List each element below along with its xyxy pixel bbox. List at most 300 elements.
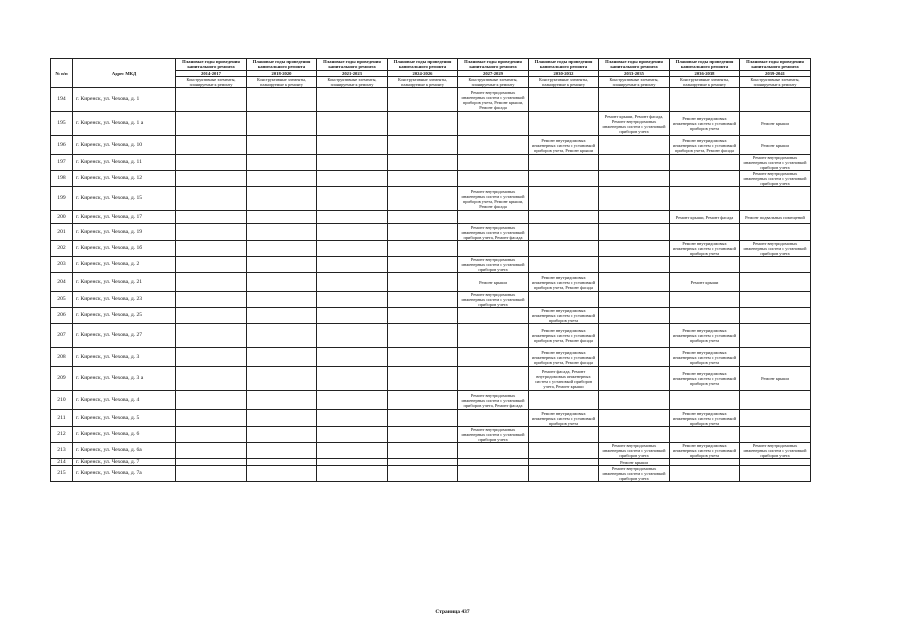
repair-cell <box>599 292 670 308</box>
repair-cell <box>317 224 388 241</box>
repair-cell <box>388 348 458 367</box>
table-row <box>51 443 811 459</box>
repair-cell <box>317 391 388 410</box>
row-number: 197 <box>51 155 73 171</box>
repair-cell <box>247 241 317 257</box>
repair-cell <box>176 410 247 427</box>
repair-cell <box>599 308 670 324</box>
table-row <box>51 171 811 187</box>
repair-cell <box>317 273 388 292</box>
repair-cell <box>529 211 599 224</box>
row-number: 211 <box>51 410 73 427</box>
repair-cell <box>740 187 811 211</box>
header-period-col <box>247 59 317 88</box>
repair-cell: Ремонт внутридомовых инженерных систем с установкой приборов учета <box>670 324 740 348</box>
row-number: 208 <box>51 348 73 367</box>
row-address: г. Киренск, ул. Чехова, д. 6а <box>73 443 176 459</box>
repair-cell <box>388 443 458 459</box>
repair-cell: Ремонт внутридомовых инженерных систем с установкой приборов учета <box>740 155 811 171</box>
header-title: Плановые годы проведения капитального ремонта <box>675 59 734 69</box>
header-title: Плановые годы проведения капитального ремонта <box>464 59 522 69</box>
repair-cell <box>388 88 458 112</box>
repair-cell <box>176 427 247 443</box>
repair-cell <box>529 443 599 459</box>
repair-cell <box>388 224 458 241</box>
row-address: г. Киренск, ул. Чехова, д. 7 <box>73 459 176 466</box>
header-period-col <box>670 59 740 88</box>
repair-cell <box>176 324 247 348</box>
repair-cell <box>317 155 388 171</box>
row-address: г. Киренск, ул. Чехова, д. 12 <box>73 171 176 187</box>
repair-cell: Ремонт внутридомовых инженерных систем с установкой приборов учета <box>670 367 740 391</box>
repair-cell <box>176 241 247 257</box>
row-number: 209 <box>51 367 73 391</box>
header-period: 2027-2029 <box>458 70 528 77</box>
table-row <box>51 459 811 466</box>
repair-cell: Ремонт крыши <box>740 367 811 391</box>
header-title: Плановые годы проведения капитального ремонта <box>746 59 804 69</box>
repair-cell: Ремонт внутридомовых инженерных систем с установкой приборов учета <box>599 443 670 459</box>
repair-cell <box>740 273 811 292</box>
row-number: 199 <box>51 187 73 211</box>
header-period-col <box>529 59 599 88</box>
repair-cell <box>247 292 317 308</box>
repair-cell <box>247 136 317 155</box>
repair-cell <box>670 391 740 410</box>
repair-cell <box>317 459 388 466</box>
header-address: Адрес МКД <box>73 59 176 88</box>
repair-cell <box>317 466 388 482</box>
repair-cell <box>317 257 388 273</box>
repair-cell <box>529 459 599 466</box>
row-number: 212 <box>51 427 73 443</box>
row-number: 210 <box>51 391 73 410</box>
repair-cell <box>458 112 529 136</box>
repair-cell <box>247 443 317 459</box>
repair-cell <box>670 466 740 482</box>
repair-cell <box>176 348 247 367</box>
header-sub: Конструктивные элементы, планируемые к ремонту <box>468 77 518 87</box>
repair-cell <box>740 410 811 427</box>
repair-cell <box>599 136 670 155</box>
header-title: Плановые годы проведения капитального ремонта <box>252 59 311 69</box>
repair-cell: Ремонт внутридомовых инженерных систем с установкой приборов учета <box>670 410 740 427</box>
header-sub: Конструктивные элементы, планируемые к ремонту <box>398 77 447 87</box>
table-row <box>51 136 811 155</box>
row-number: 201 <box>51 224 73 241</box>
header-sub: Конструктивные элементы, планируемые к ремонту <box>186 77 236 87</box>
repair-cell <box>458 136 529 155</box>
repair-cell <box>388 112 458 136</box>
repair-cell <box>388 308 458 324</box>
row-number: 196 <box>51 136 73 155</box>
row-number: 205 <box>51 292 73 308</box>
row-address: г. Киренск, ул. Чехова, д. 19 <box>73 224 176 241</box>
repair-cell <box>176 292 247 308</box>
row-number: 204 <box>51 273 73 292</box>
repair-cell <box>740 427 811 443</box>
repair-cell <box>740 348 811 367</box>
repair-cell <box>599 273 670 292</box>
repair-cell <box>176 257 247 273</box>
repair-cell <box>529 224 599 241</box>
repair-cell <box>458 410 529 427</box>
repair-cell <box>458 155 529 171</box>
repair-cell <box>247 427 317 443</box>
header-sub: Конструктивные элементы, планируемые к ремонту <box>539 77 588 87</box>
repair-cell <box>388 459 458 466</box>
repair-cell: Ремонт внутридомовых инженерных систем с установкой приборов учета <box>740 241 811 257</box>
row-number: 202 <box>51 241 73 257</box>
row-number: 198 <box>51 171 73 187</box>
row-address: г. Киренск, ул. Чехова, д. 11 <box>73 155 176 171</box>
repair-cell <box>176 367 247 391</box>
header-period-col <box>317 59 388 88</box>
repair-cell <box>458 367 529 391</box>
repair-cell <box>740 324 811 348</box>
repair-cell: Ремонт внутридомовых инженерных систем с установкой приборов учета, Ремонт крыши, Ремонт фасада <box>458 187 529 211</box>
repair-cell <box>670 224 740 241</box>
row-address: г. Киренск, ул. Чехова, д. 23 <box>73 292 176 308</box>
table-row <box>51 112 811 136</box>
repair-cell <box>176 443 247 459</box>
row-address: г. Киренск, ул. Чехова, д. 25 <box>73 308 176 324</box>
repair-cell <box>529 112 599 136</box>
repair-cell <box>599 391 670 410</box>
repair-cell: Ремонт внутридомовых инженерных систем с установкой приборов учета <box>458 292 529 308</box>
table-row <box>51 241 811 257</box>
repair-cell <box>599 224 670 241</box>
repair-cell <box>247 348 317 367</box>
table-row <box>51 257 811 273</box>
repair-cell <box>529 466 599 482</box>
repair-cell <box>247 308 317 324</box>
row-number: 194 <box>51 88 73 112</box>
repair-cell <box>740 459 811 466</box>
repair-cell <box>670 187 740 211</box>
row-address: г. Киренск, ул. Чехова, д. 3 <box>73 348 176 367</box>
row-address: г. Киренск, ул. Чехова, д. 1 а <box>73 112 176 136</box>
table-row <box>51 391 811 410</box>
repair-cell <box>247 459 317 466</box>
row-number: 206 <box>51 308 73 324</box>
table-body <box>51 88 811 482</box>
header-period: 2030-2032 <box>529 70 598 77</box>
repair-cell <box>317 136 388 155</box>
repair-cell <box>599 187 670 211</box>
repair-cell: Ремонт фасада, Ремонт внутридомовых инженерных систем с установкой приборов учета, Ремонт крыши <box>529 367 599 391</box>
repair-cell: Ремонт крыши, Ремонт фасада <box>670 211 740 224</box>
repair-cell <box>247 155 317 171</box>
repair-cell <box>317 348 388 367</box>
header-sub: Конструктивные элементы, планируемые к ремонту <box>327 77 377 87</box>
row-number: 207 <box>51 324 73 348</box>
row-number: 200 <box>51 211 73 224</box>
table-row <box>51 466 811 482</box>
repair-cell <box>247 273 317 292</box>
repair-cell <box>529 187 599 211</box>
repair-cell <box>388 155 458 171</box>
repair-cell <box>317 443 388 459</box>
repair-cell <box>458 443 529 459</box>
row-address: г. Киренск, ул. Чехова, д. 1б <box>73 241 176 257</box>
repair-cell <box>458 324 529 348</box>
repair-cell <box>599 367 670 391</box>
repair-cell <box>529 292 599 308</box>
row-address: г. Киренск, ул. Чехова, д. 5 <box>73 410 176 427</box>
repair-cell <box>529 391 599 410</box>
table-row <box>51 292 811 308</box>
repair-cell <box>317 367 388 391</box>
row-address: г. Киренск, ул. Чехова, д. 6 <box>73 427 176 443</box>
repair-cell <box>670 171 740 187</box>
repair-cell <box>599 410 670 427</box>
repair-cell <box>670 308 740 324</box>
row-address: г. Киренск, ул. Чехова, д. 7а <box>73 466 176 482</box>
repair-cell <box>599 427 670 443</box>
repair-cell <box>388 273 458 292</box>
repair-cell <box>176 187 247 211</box>
table-header-row <box>51 59 811 88</box>
header-title: Плановые годы проведения капитального ремонта <box>393 59 452 69</box>
header-period: 2033-2035 <box>599 70 669 77</box>
repair-cell: Ремонт внутридомовых инженерных систем с установкой приборов учета, Ремонт фасада <box>458 224 529 241</box>
repair-cell <box>458 241 529 257</box>
repair-cell <box>247 410 317 427</box>
repair-cell <box>458 171 529 187</box>
row-number: 213 <box>51 443 73 459</box>
repair-cell <box>670 459 740 466</box>
header-period-col <box>599 59 670 88</box>
repair-schedule-table <box>50 58 811 482</box>
header-period: 2014-2017 <box>176 70 246 77</box>
repair-cell <box>317 241 388 257</box>
repair-cell <box>388 171 458 187</box>
repair-cell <box>458 308 529 324</box>
repair-cell: Ремонт подвальных помещений <box>740 211 811 224</box>
repair-cell: Ремонт внутридомовых инженерных систем с установкой приборов учета <box>670 241 740 257</box>
repair-cell <box>247 187 317 211</box>
repair-cell <box>740 466 811 482</box>
repair-cell <box>317 292 388 308</box>
repair-cell <box>388 136 458 155</box>
repair-cell <box>247 171 317 187</box>
repair-cell <box>458 348 529 367</box>
repair-cell <box>388 410 458 427</box>
row-number: 214 <box>51 459 73 466</box>
table-row <box>51 367 811 391</box>
repair-cell <box>388 427 458 443</box>
repair-cell: Ремонт внутридомовых инженерных систем с установкой приборов учета <box>740 171 811 187</box>
header-period-col <box>740 59 811 88</box>
table-row <box>51 348 811 367</box>
repair-cell <box>317 308 388 324</box>
repair-cell <box>670 88 740 112</box>
repair-cell <box>388 257 458 273</box>
table-row <box>51 308 811 324</box>
repair-cell: Ремонт крыши <box>599 459 670 466</box>
row-number: 215 <box>51 466 73 482</box>
repair-cell <box>599 88 670 112</box>
repair-cell <box>317 427 388 443</box>
repair-cell <box>176 391 247 410</box>
repair-cell <box>317 112 388 136</box>
repair-cell <box>740 257 811 273</box>
repair-cell: Ремонт внутридомовых инженерных систем с установкой приборов учета, Ремонт фасада <box>529 324 599 348</box>
table-row <box>51 155 811 171</box>
repair-cell <box>247 224 317 241</box>
table-row <box>51 273 811 292</box>
repair-cell <box>176 224 247 241</box>
repair-cell <box>599 211 670 224</box>
repair-cell <box>388 292 458 308</box>
header-title: Плановые годы проведения капитального ремонта <box>605 59 663 69</box>
row-address: г. Киренск, ул. Чехова, д. 3 а <box>73 367 176 391</box>
repair-cell <box>529 171 599 187</box>
repair-cell <box>176 211 247 224</box>
repair-cell <box>388 391 458 410</box>
repair-cell <box>740 292 811 308</box>
repair-cell <box>529 241 599 257</box>
repair-cell <box>247 211 317 224</box>
header-sub: Конструктивные элементы, планируемые к ремонту <box>680 77 729 87</box>
header-period: 2021-2023 <box>317 70 387 77</box>
repair-cell: Ремонт крыши <box>458 273 529 292</box>
repair-cell: Ремонт внутридомовых инженерных систем с установкой приборов учета, Ремонт крыши, Ремонт фасада <box>458 88 529 112</box>
header-period: 2036-2038 <box>670 70 739 77</box>
repair-cell: Ремонт внутридомовых инженерных систем с установкой приборов учета, Ремонт фасада <box>529 348 599 367</box>
repair-cell <box>599 171 670 187</box>
page-number: Страница 437 <box>435 609 470 615</box>
repair-cell <box>599 241 670 257</box>
repair-cell <box>740 308 811 324</box>
row-number: 195 <box>51 112 73 136</box>
header-period: 2039-2041 <box>740 70 810 77</box>
repair-cell <box>529 257 599 273</box>
repair-cell <box>388 466 458 482</box>
repair-cell <box>670 257 740 273</box>
repair-cell <box>247 112 317 136</box>
repair-cell: Ремонт внутридомовых инженерных систем с установкой приборов учета <box>599 466 670 482</box>
repair-cell <box>599 257 670 273</box>
repair-cell: Ремонт внутридомовых инженерных систем с установкой приборов учета <box>670 443 740 459</box>
row-address: г. Киренск, ул. Чехова, д. 17 <box>73 211 176 224</box>
row-address: г. Киренск, ул. Чехова, д. 21 <box>73 273 176 292</box>
repair-cell <box>317 171 388 187</box>
repair-cell: Ремонт крыши <box>740 112 811 136</box>
repair-cell <box>176 155 247 171</box>
repair-cell <box>388 324 458 348</box>
header-period-col <box>176 59 247 88</box>
repair-cell: Ремонт внутридомовых инженерных систем с установкой приборов учета, Ремонт фасада <box>670 136 740 155</box>
repair-cell: Ремонт крыши <box>670 273 740 292</box>
repair-cell: Ремонт внутридомовых инженерных систем с установкой приборов учета <box>458 427 529 443</box>
header-period: 2018-2020 <box>247 70 316 77</box>
repair-cell <box>176 459 247 466</box>
header-period-col <box>388 59 458 88</box>
row-address: г. Киренск, ул. Чехова, д. 27 <box>73 324 176 348</box>
table-row <box>51 211 811 224</box>
header-period-col <box>458 59 529 88</box>
header-num: № п/п <box>51 59 73 88</box>
repair-cell <box>317 324 388 348</box>
repair-cell <box>247 324 317 348</box>
repair-cell <box>670 155 740 171</box>
header-title: Плановые годы проведения капитального ремонта <box>182 59 240 69</box>
repair-cell <box>176 308 247 324</box>
repair-cell: Ремонт крыши, Ремонт фасада, Ремонт внутридомовых инженерных систем с установкой приборов учета <box>599 112 670 136</box>
repair-cell <box>599 155 670 171</box>
table-row <box>51 427 811 443</box>
header-sub: Конструктивные элементы, планируемые к ремонту <box>609 77 659 87</box>
row-address: г. Киренск, ул. Чехова, д. 10 <box>73 136 176 155</box>
header-period: 2024-2026 <box>388 70 457 77</box>
repair-cell <box>176 88 247 112</box>
header-sub: Конструктивные элементы, планируемые к ремонту <box>750 77 800 87</box>
table-row <box>51 88 811 112</box>
table-row <box>51 324 811 348</box>
repair-cell: Ремонт внутридомовых инженерных систем с установкой приборов учета, Ремонт фасада <box>458 391 529 410</box>
repair-cell <box>740 391 811 410</box>
row-address: г. Киренск, ул. Чехова, д. 15 <box>73 187 176 211</box>
repair-cell <box>670 427 740 443</box>
repair-cell <box>317 410 388 427</box>
table-row <box>51 224 811 241</box>
repair-cell <box>388 211 458 224</box>
repair-cell: Ремонт крыши <box>740 136 811 155</box>
repair-cell <box>388 187 458 211</box>
repair-cell <box>176 171 247 187</box>
repair-cell <box>599 324 670 348</box>
repair-cell: Ремонт внутридомовых инженерных систем с установкой приборов учета <box>670 112 740 136</box>
table-row <box>51 410 811 427</box>
repair-cell <box>176 466 247 482</box>
repair-cell <box>247 391 317 410</box>
repair-cell <box>317 187 388 211</box>
row-address: г. Киренск, ул. Чехова, д. 1 <box>73 88 176 112</box>
repair-cell <box>529 155 599 171</box>
repair-cell <box>247 88 317 112</box>
repair-cell <box>388 241 458 257</box>
repair-cell <box>247 367 317 391</box>
repair-cell: Ремонт внутридомовых инженерных систем с установкой приборов учета, Ремонт крыши <box>529 136 599 155</box>
repair-cell <box>529 427 599 443</box>
repair-cell <box>388 367 458 391</box>
row-address: г. Киренск, ул. Чехова, д. 4 <box>73 391 176 410</box>
repair-cell: Ремонт внутридомовых инженерных систем с установкой приборов учета <box>458 257 529 273</box>
repair-cell <box>176 273 247 292</box>
repair-cell <box>740 88 811 112</box>
repair-cell <box>670 292 740 308</box>
table-row <box>51 187 811 211</box>
repair-cell: Ремонт внутридомовых инженерных систем с установкой приборов учета <box>670 348 740 367</box>
repair-cell <box>458 211 529 224</box>
header-title: Плановые годы проведения капитального ремонта <box>323 59 381 69</box>
repair-cell <box>247 257 317 273</box>
row-number: 203 <box>51 257 73 273</box>
header-title: Плановые годы проведения капитального ремонта <box>534 59 593 69</box>
repair-cell <box>458 459 529 466</box>
repair-cell: Ремонт внутридомовых инженерных систем с установкой приборов учета <box>740 443 811 459</box>
repair-cell: Ремонт внутридомовых инженерных систем с установкой приборов учета <box>529 410 599 427</box>
schedule-sheet <box>50 58 810 482</box>
row-address: г. Киренск, ул. Чехова, д. 2 <box>73 257 176 273</box>
repair-cell <box>247 466 317 482</box>
repair-cell <box>176 136 247 155</box>
repair-cell <box>740 224 811 241</box>
repair-cell: Ремонт внутридомовых инженерных систем с установкой приборов учета <box>529 308 599 324</box>
repair-cell <box>458 466 529 482</box>
